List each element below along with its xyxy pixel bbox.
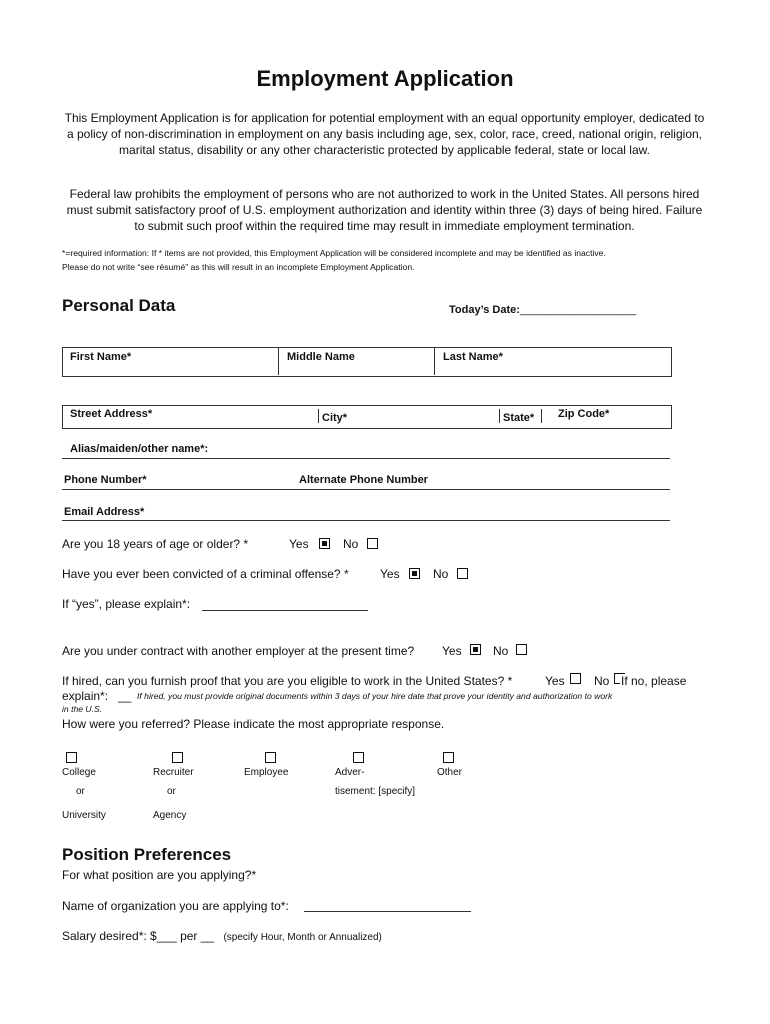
organization-input-line[interactable] <box>304 911 471 912</box>
referral-college-option: College or University <box>62 767 106 821</box>
eligible-explain-blank[interactable]: __ <box>118 689 132 703</box>
referral-recruiter-option: Recruiter or Agency <box>153 767 194 821</box>
age-yes-checkbox[interactable] <box>319 538 330 549</box>
age-yes-label: Yes <box>289 537 309 551</box>
name-box <box>62 347 672 377</box>
email-line <box>62 520 670 521</box>
referral-question: How were you referred? Please indicate the most appropriate response. <box>62 717 445 731</box>
personal-data-heading: Personal Data <box>62 296 176 315</box>
required-info-note: *=required information: If * items are not provided, this Employment Application will be considered incomplete and may be identified as inactive. <box>62 248 606 258</box>
convicted-yes-checkbox[interactable] <box>409 568 420 579</box>
middle-name-field[interactable]: Middle Name <box>287 351 355 363</box>
state-field[interactable]: State* <box>503 412 535 424</box>
salary-label: Salary desired*: $ <box>62 929 157 943</box>
referral-employee-option: Employee <box>244 767 289 778</box>
eligible-document-note-cont: in the U.S. <box>62 704 103 714</box>
alias-line <box>62 458 670 459</box>
eligible-document-note: If hired, you must provide original documents within 3 days of your hire date that prove your identity and authorization to work <box>137 691 613 701</box>
eligible-if-no-label: If no, please <box>621 674 687 688</box>
last-name-field[interactable]: Last Name* <box>443 351 503 363</box>
convicted-no-label: No <box>433 567 449 581</box>
explain-input-line[interactable] <box>202 610 368 611</box>
email-address-field[interactable]: Email Address* <box>64 506 145 518</box>
salary-blank-period[interactable]: __ <box>200 929 215 943</box>
referral-employee-checkbox[interactable] <box>265 752 276 763</box>
eligible-explain-label: explain*: <box>62 689 109 703</box>
contract-no-label: No <box>493 644 509 658</box>
contract-no-checkbox[interactable] <box>516 644 527 655</box>
organization-label: Name of organization you are applying to*: <box>62 899 289 913</box>
name-divider-2 <box>434 347 435 375</box>
referral-advertisement-option: Adver- tisement: [specify] <box>335 767 416 797</box>
referral-college-checkbox[interactable] <box>66 752 77 763</box>
alt-phone-number-field[interactable]: Alternate Phone Number <box>299 474 428 486</box>
todays-date-label: Today’s Date: <box>449 304 520 316</box>
referral-advertisement-checkbox[interactable] <box>353 752 364 763</box>
todays-date-field[interactable] <box>449 304 636 316</box>
name-divider-1 <box>278 347 279 375</box>
eligible-yes-checkbox[interactable] <box>570 673 581 684</box>
phone-line <box>62 489 670 490</box>
eligible-yes-label: Yes <box>545 674 565 688</box>
salary-blank-amount[interactable]: ___ <box>156 929 177 943</box>
address-divider-2 <box>499 409 500 423</box>
eligible-no-label: No <box>594 674 610 688</box>
salary-note: (specify Hour, Month or Annualized) <box>223 932 382 943</box>
first-name-field[interactable]: First Name* <box>70 351 132 363</box>
phone-number-field[interactable]: Phone Number* <box>64 474 147 486</box>
street-address-field[interactable]: Street Address* <box>70 408 153 420</box>
todays-date-blank: ___________________ <box>519 304 637 316</box>
city-field[interactable]: City* <box>322 412 348 424</box>
salary-per-label: per <box>176 929 201 943</box>
contract-question: Are you under contract with another employer at the present time? <box>62 644 415 658</box>
age-question: Are you 18 years of age or older? * <box>62 537 249 551</box>
convicted-no-checkbox[interactable] <box>457 568 468 579</box>
referral-other-checkbox[interactable] <box>443 752 454 763</box>
convicted-question: Have you ever been convicted of a criminal offense? * <box>62 567 349 581</box>
intro-paragraph-eeo: This Employment Application is for application for potential employment with an equal opportunity employer, dedicated to a policy of non-discrimination in employment on any basis including age, sex, color, race, creed, national origin, religion, marital status, disability or any other characteristic protected by applicable federal, state or local law. <box>64 111 705 157</box>
position-preferences-heading: Position Preferences <box>62 845 232 864</box>
referral-recruiter-checkbox[interactable] <box>172 752 183 763</box>
explain-label: If “yes”, please explain*: <box>62 597 191 611</box>
zip-code-field[interactable]: Zip Code* <box>558 408 610 420</box>
contract-yes-label: Yes <box>442 644 462 658</box>
contract-yes-checkbox[interactable] <box>470 644 481 655</box>
age-no-label: No <box>343 537 359 551</box>
intro-paragraph-authorization: Federal law prohibits the employment of persons who are not authorized to work in the United States. All persons hired must submit satisfactory proof of U.S. employment authorization and identity within three (3) days of being hired. Failure to submit such proof within the required time may result in immediate employment termination. <box>66 187 703 233</box>
position-applying-label: For what position are you applying?* <box>62 868 257 882</box>
address-divider-1 <box>318 409 319 423</box>
age-no-checkbox[interactable] <box>367 538 378 549</box>
salary-desired-field[interactable] <box>62 929 382 943</box>
referral-other-option: Other <box>437 767 463 778</box>
eligible-question: If hired, can you furnish proof that you are you eligible to work in the United States? * <box>62 674 513 688</box>
address-divider-3 <box>541 409 542 423</box>
resume-note: Please do not write “see résumé” as this will result in an incomplete Employment Application. <box>62 262 415 272</box>
convicted-yes-label: Yes <box>380 567 400 581</box>
alias-field[interactable]: Alias/maiden/other name*: <box>70 443 209 455</box>
page-title: Employment Application <box>256 66 514 91</box>
